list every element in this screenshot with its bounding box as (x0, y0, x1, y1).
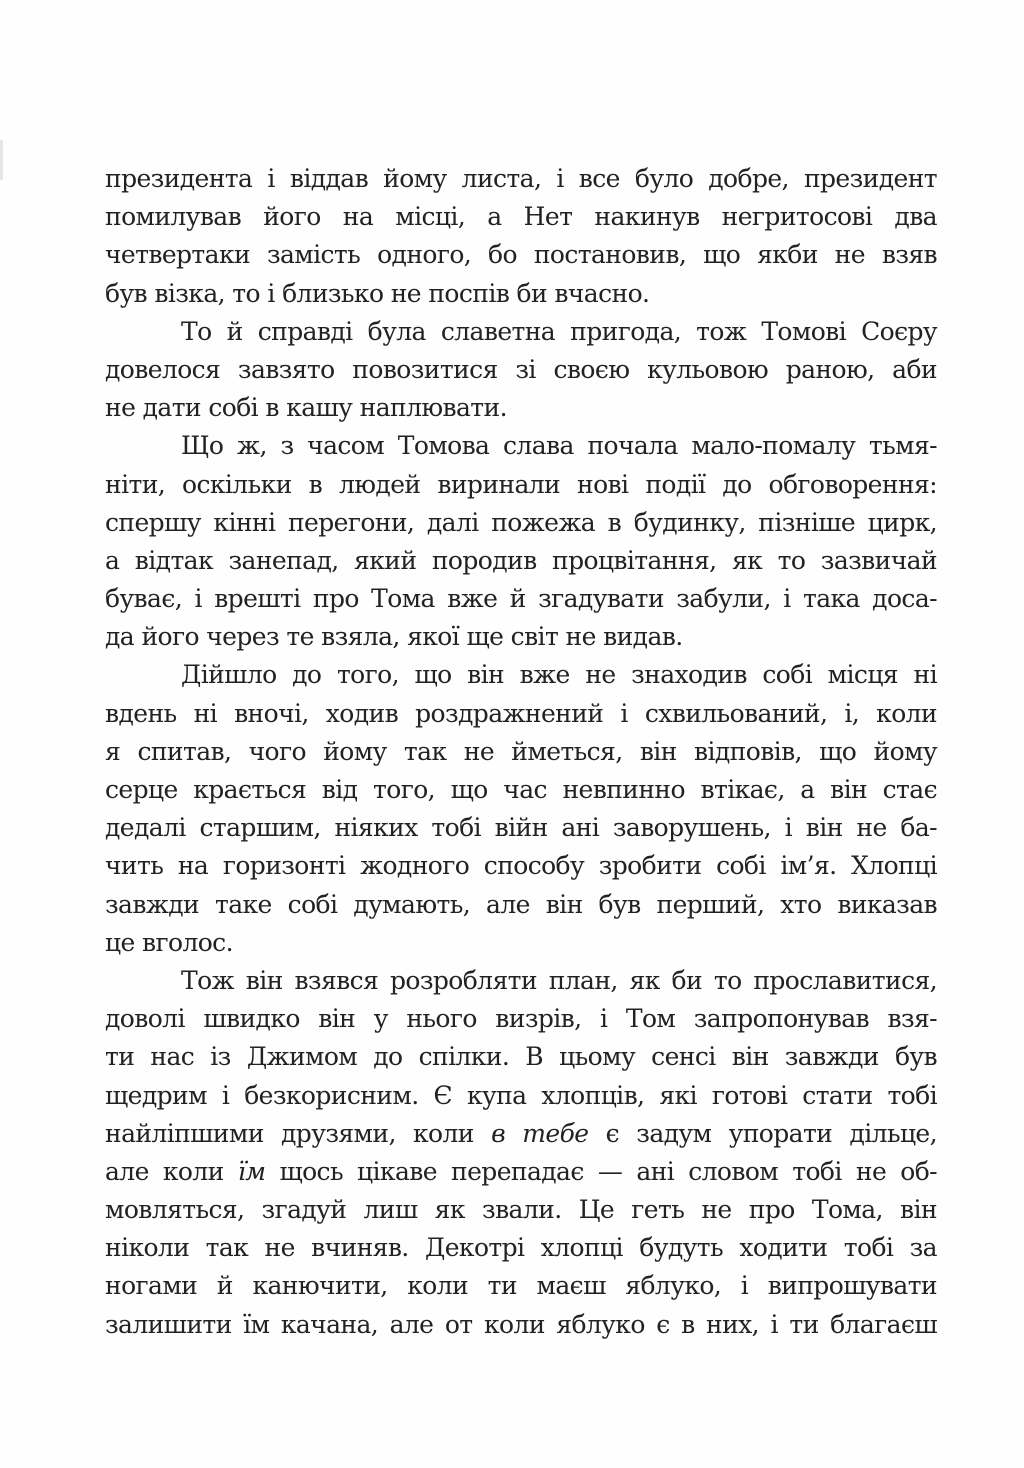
text-line: То й справді була славетна пригода, тож Томові Соєру (181, 316, 937, 346)
text-line: ніти, оскільки в людей виринали нові події до обговорення: (105, 469, 937, 499)
text-line: спершу кінні перегони, далі пожежа в будинку, пізніше цирк, (105, 507, 937, 537)
text-line: Що ж, з часом Томова слава почала мало-помалу тьмя- (181, 431, 937, 461)
text-line: доволі швидко він у нього визрів, і Том запропонував взя- (105, 1004, 937, 1034)
italic-emphasis: їм (237, 1156, 266, 1186)
text-line: президента і віддав йому листа, і все було добре, президент (105, 164, 937, 193)
text-line-with-italic (105, 1153, 937, 1191)
text-line: вдень ні вночі, ходив роздражнений і схвильований, і, коли (105, 698, 937, 728)
text-line: а відтак занепад, який породив процвітання, як то зазвичай (105, 545, 937, 575)
text-line: це вголос. (105, 927, 233, 957)
text-span: найліпшими друзями, коли (105, 1118, 492, 1148)
paragraph-1 (105, 160, 937, 313)
paragraph-4 (105, 656, 937, 962)
text-line: помилував його на місці, а Нет накинув негритосові два (105, 202, 937, 232)
page-text-body (105, 160, 937, 1344)
paragraph-5 (105, 962, 937, 1344)
text-line: довелося завзято повозитися зі своєю кульовою раною, аби (105, 354, 937, 384)
paragraph-3 (105, 427, 937, 656)
text-line-with-italic (105, 1115, 937, 1153)
italic-emphasis: в тебе (491, 1118, 589, 1148)
text-line: дедалі старшим, ніяких тобі війн ані заворушень, і він не ба- (105, 813, 937, 843)
text-line: да його через те взяла, якої ще світ не видав. (105, 622, 683, 652)
text-line: серце крається від того, що час невпинно втікає, а він стає (105, 775, 937, 804)
text-line: я спитав, чого йому так не йметься, він відповів, що йому (105, 736, 937, 766)
text-line: завжди таке собі думають, але він був перший, хто виказав (105, 889, 937, 919)
text-line: залишити їм качана, але от коли яблуко є в них, і ти благаєш (105, 1309, 937, 1339)
text-line: мовляться, згадуй лиш як звали. Це геть не про Тома, він (105, 1195, 937, 1225)
text-line: не дати собі в кашу наплювати. (105, 393, 507, 423)
text-line: ти нас із Джимом до спілки. В цьому сенсі він завжди був (105, 1042, 937, 1072)
text-line: Тож він взявся розробляти план, як би то прославитися, (181, 965, 937, 995)
text-line: ніколи так не вчиняв. Декотрі хлопці будуть ходити тобі за (105, 1233, 937, 1263)
page-edge-shadow (0, 140, 3, 180)
text-span: але коли (105, 1156, 238, 1186)
text-line: Дійшло до того, що він вже не знаходив собі місця ні (181, 660, 937, 690)
text-line: буває, і врешті про Тома вже й згадувати забули, і така доса- (105, 584, 937, 614)
text-line: чить на горизонті жодного способу зробити собі ім’я. Хлопці (105, 851, 937, 881)
paragraph-2 (105, 313, 937, 428)
text-line: четвертаки замість одного, бо постановив, що якби не взяв (105, 240, 937, 270)
text-line: ногами й канючити, коли ти маєш яблуко, і випрошувати (105, 1271, 937, 1301)
text-span: є задум упорати дільце, (588, 1118, 937, 1148)
text-span: щось цікаве перепадає — ані словом тобі не об- (265, 1156, 937, 1186)
text-line: щедрим і безкорисним. Є купа хлопців, які готові стати тобі (105, 1080, 937, 1110)
text-line: був візка, то і близько не поспів би вчасно. (105, 278, 650, 308)
